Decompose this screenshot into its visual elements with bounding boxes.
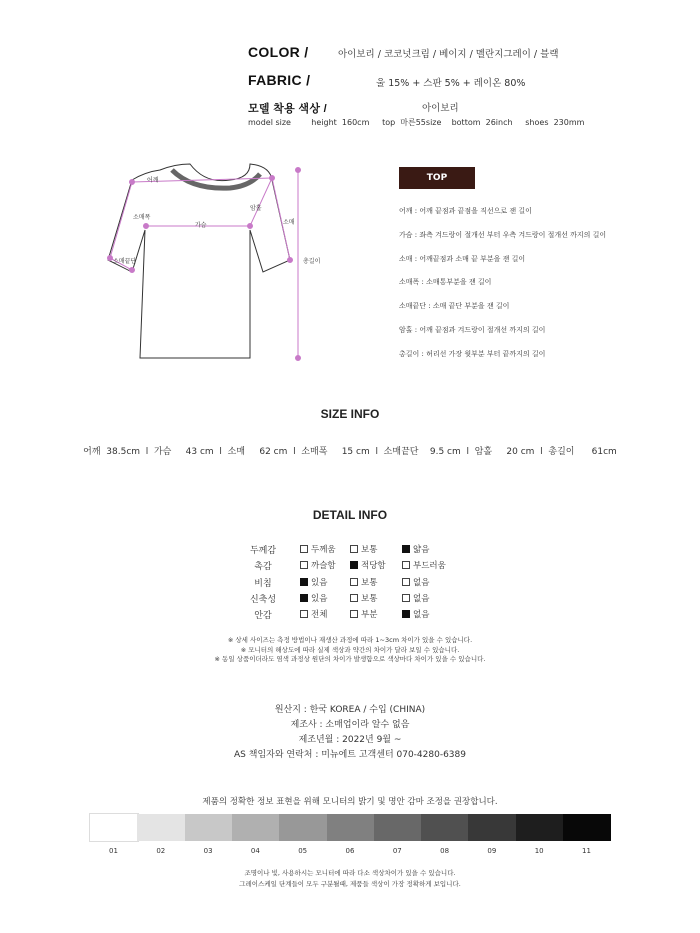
note-line: ※ 상세 사이즈는 측정 방법이나 재생산 과정에 따라 1~3cm 차이가 있을 수 있습니다. xyxy=(227,636,473,644)
diagram-label-cuff: 소매끝단 xyxy=(113,258,137,265)
grayscale-step xyxy=(279,814,327,841)
description-item: 소매끝단 : 소매 끝단 부분을 잰 길이 xyxy=(399,302,510,311)
detail-option xyxy=(300,608,327,620)
checked-box-icon xyxy=(402,545,410,553)
detail-option xyxy=(350,608,377,620)
footer-note-line: 그레이스케일 단계들이 모두 구분될때, 제품들 색상이 가장 정확하게 보입니다. xyxy=(239,880,461,888)
detail-option xyxy=(300,559,336,571)
origin-line: AS 책임자와 연락처 : 미뉴에트 고객센터 070-4280-6389 xyxy=(234,750,466,760)
grayscale-step-number: 10 xyxy=(534,847,544,855)
detail-label: 비침 xyxy=(254,578,272,589)
detail-option-label: 부분 xyxy=(361,610,378,621)
unchecked-box-icon xyxy=(402,578,410,586)
detail-option xyxy=(350,576,377,588)
detail-option-label: 부드러움 xyxy=(413,561,446,572)
grayscale-step-number: 01 xyxy=(109,847,118,855)
color-value: 아이보리 / 코코넛크림 / 베이지 / 멜란지그레이 / 블랙 xyxy=(338,49,559,60)
detail-option-label: 얇음 xyxy=(413,545,430,555)
detail-option-label: 없음 xyxy=(413,593,430,604)
footer-note-line: 조명이나 빛, 사용하시는 모니터에 따라 다소 색상차이가 있을 수 있습니다. xyxy=(244,869,456,877)
diagram-label-sleeve-width: 소매폭 xyxy=(133,214,151,221)
detail-option xyxy=(300,543,336,555)
detail-label: 안감 xyxy=(254,611,272,622)
note-line: ※ 동일 상품이더라도 염색 과정상 원단의 차이가 발생함으로 색상마다 차이가 있을 수 있습니다. xyxy=(214,655,486,663)
top-badge: TOP xyxy=(399,167,475,189)
grayscale-step-number: 09 xyxy=(487,847,497,855)
unchecked-box-icon xyxy=(300,545,308,553)
unchecked-box-icon xyxy=(350,610,358,618)
grayscale-step xyxy=(185,814,233,841)
diagram-label-chest: 가슴 xyxy=(195,222,207,229)
detail-option xyxy=(300,576,327,588)
model-color-label: 모델 착용 색상 / xyxy=(248,103,327,115)
grayscale-step-number: 08 xyxy=(440,847,450,855)
unchecked-box-icon xyxy=(350,545,358,553)
grayscale-step-number: 11 xyxy=(582,847,591,855)
grayscale-step xyxy=(516,814,564,841)
grayscale-step xyxy=(327,814,375,841)
origin-line: 제조사 : 소매업이라 알수 없음 xyxy=(290,720,410,730)
checked-box-icon xyxy=(300,594,308,602)
fabric-label: FABRIC / xyxy=(248,72,311,88)
detail-option-label: 있음 xyxy=(311,577,328,588)
detail-option-label: 까슬함 xyxy=(311,561,336,572)
model-size-line: model size height 160cm top 마른55size bottom 26inch shoes 230mm xyxy=(248,118,585,127)
monitor-note: 제품의 정확한 정보 표현을 위해 모니터의 밝기 및 명안 감마 조정을 권장합니다. xyxy=(202,797,498,807)
unchecked-box-icon xyxy=(350,594,358,602)
origin-line: 원산지 : 한국 KOREA / 수입 (CHINA) xyxy=(274,705,426,715)
color-label: COLOR / xyxy=(248,44,309,60)
detail-option xyxy=(402,592,429,604)
grayscale-step xyxy=(468,814,516,841)
grayscale-step xyxy=(90,814,138,841)
grayscale-step-number: 02 xyxy=(156,847,166,855)
grayscale-step-number: 05 xyxy=(298,847,308,855)
size-info-row: 어깨 38.5cm l 가슴 43 cm l 소매 62 cm l 소매폭 15 cm l 소매끝단 9.5 cm l 암홀 20 cm l 총길이 61cm xyxy=(83,447,617,457)
detail-option-label: 전체 xyxy=(311,610,328,621)
unchecked-box-icon xyxy=(402,594,410,602)
detail-option xyxy=(350,543,377,555)
detail-option-label: 없음 xyxy=(413,577,430,588)
description-item: 가슴 : 좌측 겨드랑이 절개선 부터 우측 겨드랑이 절개선 까지의 길이 xyxy=(399,230,607,239)
detail-label: 두께감 xyxy=(249,546,277,556)
diagram-label-armhole: 암홀 xyxy=(250,205,262,212)
unchecked-box-icon xyxy=(300,561,308,569)
detail-option-label: 보통 xyxy=(361,545,378,555)
diagram-label-shoulder: 어깨 xyxy=(147,177,159,184)
unchecked-box-icon xyxy=(350,578,358,586)
model-color-value: 아이보리 xyxy=(422,103,459,114)
detail-option-label: 보통 xyxy=(361,577,378,588)
grayscale-step-number: 07 xyxy=(392,847,402,855)
grayscale-step-number: 04 xyxy=(250,847,260,855)
detail-option-label: 없음 xyxy=(413,610,430,621)
detail-option xyxy=(300,592,327,604)
detail-option xyxy=(402,576,429,588)
detail-option xyxy=(350,559,386,571)
note-line: ※ 모니터의 해상도에 따라 실제 색상과 약간의 차이가 달라 보일 수 있습니다. xyxy=(240,645,460,654)
grayscale-step xyxy=(374,814,422,841)
description-item: 암홀 : 어깨 끝점과 겨드랑이 절개선 까지의 길이 xyxy=(399,326,546,334)
diagram-label-length: 총길이 xyxy=(303,258,321,265)
fabric-value: 울 15% + 스판 5% + 레이온 80% xyxy=(376,78,526,89)
detail-info-title: DETAIL INFO xyxy=(312,508,388,522)
detail-option-label: 적당함 xyxy=(361,561,386,572)
detail-option xyxy=(402,543,429,555)
description-item: 소매폭 : 소매통부분을 잰 길이 xyxy=(399,278,492,287)
detail-option-label: 있음 xyxy=(311,593,328,604)
grayscale-step xyxy=(137,814,185,841)
checked-box-icon xyxy=(350,561,358,569)
grayscale-step xyxy=(232,814,280,841)
detail-option-label: 두께움 xyxy=(311,545,336,555)
diagram-label-sleeve: 소매 xyxy=(283,219,295,226)
description-item: 소매 : 어깨끝점과 소매 끝 부분을 잰 길이 xyxy=(399,254,526,263)
grayscale-step xyxy=(563,814,611,841)
description-item: 어깨 : 어깨 끝점과 끝점을 직선으로 잰 길이 xyxy=(399,207,532,215)
grayscale-step-number: 06 xyxy=(345,847,355,855)
grayscale-step xyxy=(421,814,469,841)
detail-label: 촉감 xyxy=(254,562,272,573)
origin-line: 제조년월 : 2022년 9월 ~ xyxy=(298,735,402,745)
description-item: 총길이 : 허리선 가장 윗부분 부터 끝까지의 길이 xyxy=(399,349,546,358)
detail-option xyxy=(402,559,446,571)
grayscale-step-number: 03 xyxy=(203,847,213,855)
detail-option-label: 보통 xyxy=(361,593,378,604)
checked-box-icon xyxy=(300,578,308,586)
size-info-title: SIZE INFO xyxy=(320,407,380,421)
checked-box-icon xyxy=(402,610,410,618)
detail-label: 신축성 xyxy=(249,594,277,605)
detail-option xyxy=(402,608,429,620)
detail-option xyxy=(350,592,377,604)
unchecked-box-icon xyxy=(300,610,308,618)
unchecked-box-icon xyxy=(402,561,410,569)
